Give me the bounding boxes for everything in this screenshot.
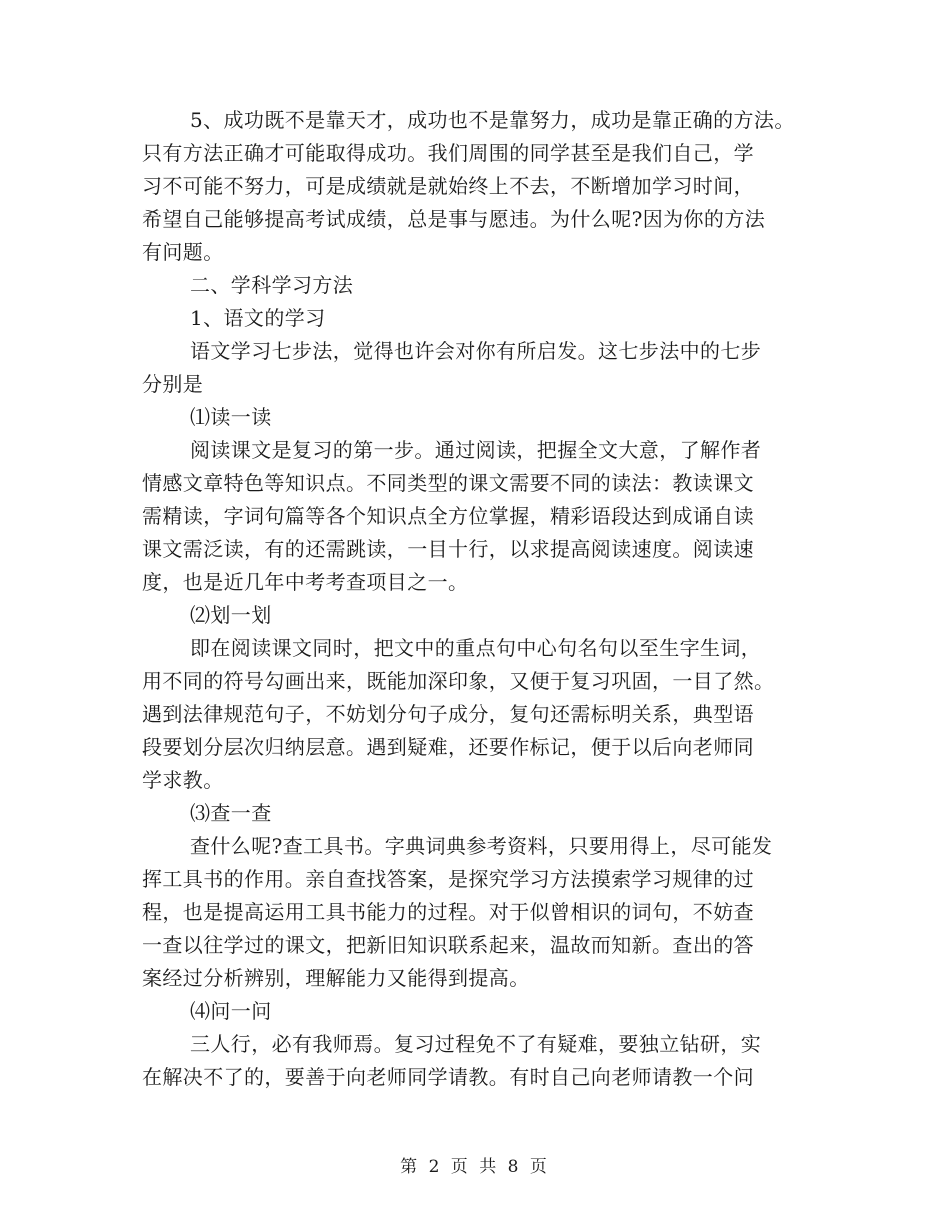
text-line: 希望自己能够提高考试成绩，总是事与愿违。为什么呢?因为你的方法: [142, 207, 766, 231]
text-line: 在解决不了的，要善于向老师同学请教。有时自己向老师请教一个问: [142, 1065, 754, 1089]
text-line: ⑴读一读: [190, 405, 272, 429]
text-line: 分别是: [142, 372, 204, 396]
text-line: ⑵划一划: [190, 603, 272, 627]
text-line: ⑷问一问: [190, 999, 272, 1023]
text-line: 阅读课文是复习的第一步。通过阅读，把握全文大意，了解作者: [190, 438, 762, 462]
text-line: ⑶查一查: [190, 801, 272, 825]
text-line: 需精读，字词句篇等各个知识点全方位掌握，精彩语段达到成诵自读: [142, 504, 754, 528]
text-line: 语文学习七步法，觉得也许会对你有所启发。这七步法中的七步: [190, 339, 762, 363]
text-line: 一查以往学过的课文，把新旧知识联系起来，温故而知新。查出的答: [142, 933, 754, 957]
text-line: 5、成功既不是靠天才，成功也不是靠努力，成功是靠正确的方法。: [190, 108, 795, 132]
text-line: 学求教。: [142, 768, 224, 792]
text-line: 情感文章特色等知识点。不同类型的课文需要不同的读法：教读课文: [142, 471, 754, 495]
text-line: 1、语文的学习: [190, 306, 326, 330]
text-line: 挥工具书的作用。亲自查找答案，是探究学习方法摸索学习规律的过: [142, 867, 754, 891]
text-line: 段要划分层次归纳层意。遇到疑难，还要作标记，便于以后向老师同: [142, 735, 754, 759]
text-line: 用不同的符号勾画出来，既能加深印象，又便于复习巩固，一目了然。: [142, 669, 775, 693]
text-line: 二、学科学习方法: [190, 273, 354, 297]
text-line: 三人行，必有我师焉。复习过程免不了有疑难，要独立钻研，实: [190, 1032, 762, 1056]
text-line: 案经过分析辨别，理解能力又能得到提高。: [142, 966, 530, 990]
text-line: 遇到法律规范句子，不妨划分句子成分，复句还需标明关系，典型语: [142, 702, 754, 726]
text-line: 只有方法正确才可能取得成功。我们周围的同学甚至是我们自己，学: [142, 141, 754, 165]
text-line: 课文需泛读，有的还需跳读，一目十行，以求提高阅读速度。阅读速: [142, 537, 754, 561]
text-line: 查什么呢?查工具书。字典词典参考资料，只要用得上，尽可能发: [190, 834, 773, 858]
page-number-footer: 第 2 页 共 8 页: [400, 1157, 550, 1177]
text-line: 习不可能不努力，可是成绩就是就始终上不去，不断增加学习时间，: [142, 174, 754, 198]
text-line: 度，也是近几年中考考查项目之一。: [142, 570, 469, 594]
text-line: 即在阅读课文同时，把文中的重点句中心句名句以至生字生词，: [190, 636, 762, 660]
text-line: 有问题。: [142, 240, 224, 264]
text-line: 程，也是提高运用工具书能力的过程。对于似曾相识的词句，不妨查: [142, 900, 754, 924]
document-body: [142, 104, 822, 1094]
